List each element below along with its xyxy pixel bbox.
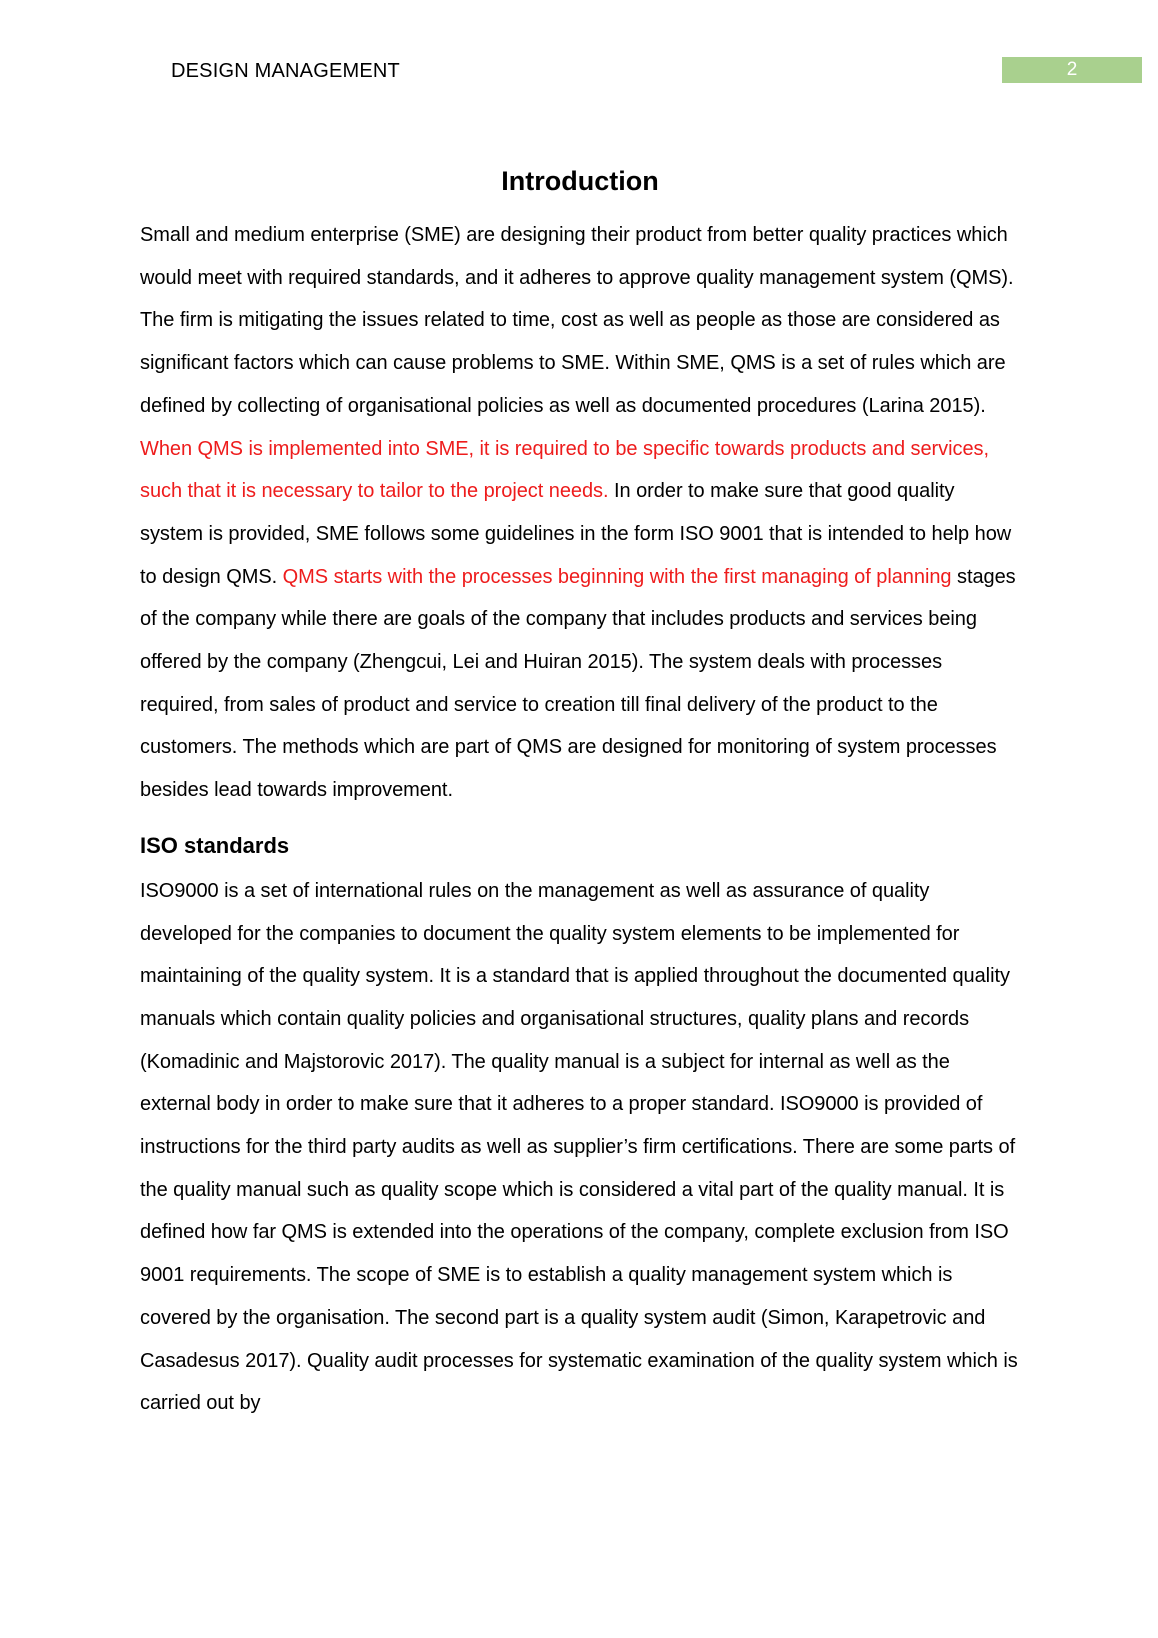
page-number-badge: 2 (1002, 57, 1142, 83)
iso-standards-paragraph: ISO9000 is a set of international rules on the management as well as assurance of quality developed for the companies to document the quality system elements to be implemented for maintaining of the quality system. It is a standard that is applied throughout the documented quality manuals which contain quality policies and organisational structures, quality plans and records (Komadinic and Majstorovic 2017). The quality manual is a subject for internal as well as the external body in order to make sure that it adheres to a proper standard. ISO9000 is provided of instructions for the third party audits as well as supplier’s firm certifications. There are some parts of the quality manual such as quality scope which is considered a vital part of the quality manual. It is defined how far QMS is extended into the operations of the company, complete exclusion from ISO 9001 requirements. The scope of SME is to establish a quality management system which is covered by the organisation. The second part is a quality system audit (Simon, Karapetrovic and Casadesus 2017). Quality audit processes for systematic examination of the quality system which is carried out by (140, 879, 1018, 1415)
document-body (140, 161, 1020, 1425)
introduction-highlight-1: When QMS is implemented into SME, it is required to be specific towards products and services, such that it is necessary to tailor to the project needs. (140, 437, 989, 503)
iso-standards-heading: ISO standards (140, 832, 290, 858)
introduction-text-part-2: In order to make sure that good quality system is provided, SME follows some guidelines in the form ISO 9001 that is intended to help how to design QMS. (140, 480, 1012, 588)
running-header-title: DESIGN MANAGEMENT (171, 60, 400, 82)
introduction-heading: Introduction (501, 166, 659, 196)
introduction-text-part-3: stages of the company while there are goals of the company that includes products and services being offered by the company (Zhengcui, Lei and Huiran 2015). The system deals with processes required, from sales of product and service to creation till final delivery of the product to the customers. The methods which are part of QMS are designed for monitoring of system processes besides lead towards improvement. (140, 565, 1016, 802)
introduction-paragraph (140, 214, 1020, 812)
introduction-highlight-2: QMS starts with the processes beginning with the first managing of planning (282, 565, 952, 588)
introduction-text-part-1: Small and medium enterprise (SME) are designing their product from better quality practices which would meet with required standards, and it adheres to approve quality management system (QMS). The firm is mitigating the issues related to time, cost as well as people as those are considered as significant factors which can cause problems to SME. Within SME, QMS is a set of rules which are defined by collecting of organisational policies as well as documented procedures (Larina 2015). (140, 224, 1014, 417)
